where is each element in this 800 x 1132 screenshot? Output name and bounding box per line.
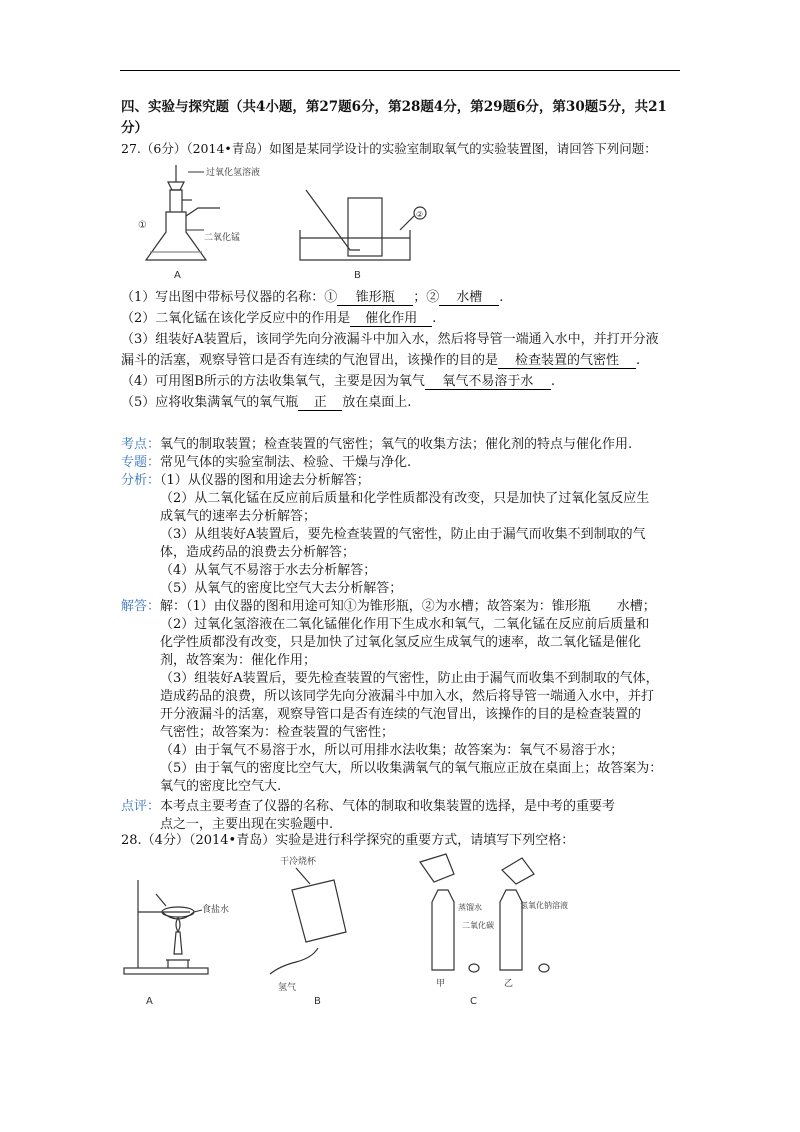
jieda-3b: 造成药品的浪费，所以该同学先向分液漏斗中加入水，然后将导管一端通入水中，并打 (160, 689, 655, 704)
fenxi-4: （4）从氧气不易溶于水去分析解答； (160, 563, 377, 578)
fenxi-3b: 体，造成药品的浪费去分析解答； (160, 545, 356, 560)
hydrogen-test-b (270, 868, 346, 974)
label-distilled-water: 蒸馏水 (458, 903, 482, 912)
q28-apparatus-figure (120, 850, 580, 1010)
label-h2o2: 过氧化氢溶液 (206, 168, 261, 178)
jieda-2a: （2）过氧化氢溶液在二氧化锰催化作用下生成水和氧气，二氧化锰在反应前后质量和 (160, 617, 650, 632)
fenxi-5: （5）从氧气的密度比空气大去分析解答； (160, 581, 403, 596)
dianping-tag: 点评： (121, 799, 161, 814)
kaodian-tag: 考点： (121, 437, 161, 452)
label-mno2: 二氧化锰 (204, 233, 241, 243)
caption-a-28: A (146, 996, 153, 1007)
jieda-3a: （3）组装好A装置后，要先检查装置的气密性，防止由于漏气而收集不到制取的气体， (160, 671, 659, 686)
jieda-5b: 氧气的密度比空气大. (160, 779, 282, 794)
kaodian-row: 考点：氧气的制取装置；检查装置的气密性；氧气的收集方法；催化剂的特点与催化作用. (121, 437, 633, 452)
q28-stem: 28.（4分）（2014•青岛）实验是进行科学探究的重要方式，请填写下列空格： (121, 833, 575, 848)
zhuanti-tag: 专题： (121, 455, 161, 470)
answer-5: 正 (298, 395, 342, 411)
label-naoh-solution: 氢氧化钠溶液 (520, 901, 568, 910)
label-yi: 乙 (504, 979, 514, 989)
q27-stem: 27.（6分）（2014•青岛）如图是某同学设计的实验室制取氧气的实验装置图，请回答下列问题： (121, 141, 657, 156)
evaporation-setup-a (124, 880, 208, 974)
section-header-line2: 分） (121, 120, 148, 136)
label-salt-water: 食盐水 (202, 905, 230, 915)
answer-2: 催化作用 (350, 311, 432, 327)
jieda-2c: 剂，故答案为：催化作用； (160, 653, 317, 668)
fenxi-row: 分析：（1）从仪器的图和用途去分析解答； (121, 473, 370, 488)
top-rule (120, 70, 680, 71)
dianping-row: 点评：本考点主要考查了仪器的名称、气体的制取和收集装置的选择，是中考的重要考 (121, 799, 616, 814)
jieda-5a: （5）由于氧气的密度比空气大，所以收集满氧气的氧气瓶应正放在桌面上；故答案为： (160, 761, 663, 776)
label-circle2: ② (416, 210, 424, 219)
fenxi-tag: 分析： (121, 473, 161, 488)
label-jia: 甲 (436, 979, 446, 989)
jieda-4: （4）由于氧气不易溶于水，所以可用排水法收集；故答案为：氧气不易溶于水； (160, 743, 624, 758)
answer-3: 检查装置的气密性 (498, 353, 636, 369)
label-hydrogen: 氢气 (278, 983, 297, 993)
caption-c-28: C (470, 996, 477, 1007)
zhuanti-row: 专题：常见气体的实验室制法、检验、干燥与净化. (121, 455, 412, 470)
label-circle1: ① (138, 220, 147, 231)
caption-b: B (354, 270, 361, 281)
fenxi-2b: 成氧气的速率去分析解答； (160, 509, 317, 524)
jieda-3d: 气密性；故答案为：检查装置的气密性； (160, 725, 395, 740)
q27-apparatus-figure (120, 160, 450, 285)
caption-a: A (174, 270, 181, 281)
section-header-line1: 四、实验与探究题（共4小题，第27题6分，第28题4分，第29题6分，第30题5分，共21 (121, 99, 667, 115)
q27-sub5: （5）应将收集满氧气的氧气瓶 正 放在桌面上. (121, 395, 412, 410)
co2-bottles-c (420, 854, 549, 972)
answer-1a: 锥形瓶 (337, 290, 413, 306)
jieda-row: 解答：解：（1）由仪器的图和用途可知①为锥形瓶，②为水槽；故答案为：锥形瓶 水槽； (121, 599, 656, 614)
label-co2: 二氧化碳 (462, 921, 494, 930)
label-dry-cold-beaker: 干冷烧杯 (280, 857, 317, 867)
answer-4: 氧气不易溶于水 (425, 374, 551, 390)
flask-apparatus-a (146, 165, 220, 260)
q27-sub4: （4）可用图B所示的方法收集氧气，主要是因为氧气 氧气不易溶于水 . (121, 374, 555, 389)
q27-sub2: （2）二氧化锰在该化学反应中的作用是 催化作用 . (121, 311, 437, 326)
answer-1b: 水槽 (439, 290, 499, 306)
jieda-tag: 解答： (121, 599, 161, 614)
dianping-b: 点之一，主要出现在实验题中. (160, 817, 334, 832)
q27-sub3-line2: 漏斗的活塞，观察导管口是否有连续的气泡冒出，该操作的目的是 检查装置的气密性 . (121, 353, 641, 368)
q27-sub3-line1: （3）组装好A装置后，该同学先向分液漏斗中加入水，然后将导管一端通入水中，并打开分液 (121, 332, 659, 347)
caption-b-28: B (314, 996, 321, 1007)
fenxi-3a: （3）从组装好A装置后，要先检查装置的气密性，防止由于漏气而收集不到制取的气 (160, 527, 646, 542)
jieda-2b: 化学性质都没有改变，只是加快了过氧化氢反应生成氧气的速率，故二氧化锰是催化 (160, 635, 642, 650)
jieda-3c: 开分液漏斗的活塞，观察导管口是否有连续的气泡冒出，该操作的目的是检查装置的 (160, 707, 642, 722)
fenxi-2a: （2）从二氧化锰在反应前后质量和化学性质都没有改变，只是加快了过氧化氢反应生 (160, 491, 650, 506)
q27-sub1: （1）写出图中带标号仪器的名称：① 锥形瓶 ；② 水槽 . (121, 290, 504, 305)
trough-apparatus-b (300, 190, 426, 260)
